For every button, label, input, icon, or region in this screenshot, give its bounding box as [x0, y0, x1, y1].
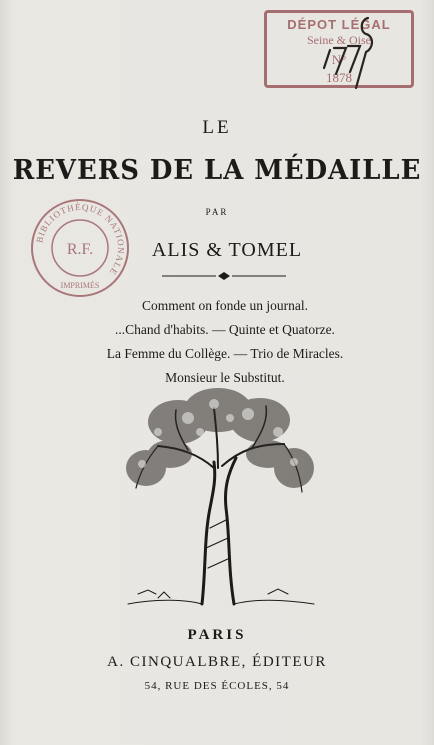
authors: ALIS & TOMEL — [151, 239, 303, 261]
publisher-address: 54, RUE DES ÉCOLES, 54 — [144, 680, 290, 692]
contents-item: La Femme du Collège. — Trio de Miracles. — [106, 346, 344, 361]
city: PARIS — [187, 627, 247, 643]
stamp-number-label: N° — [331, 52, 347, 67]
handwritten-number — [316, 8, 386, 98]
stamp-ring-text: BIBLIOTHÈQUE NATIONALE — [34, 201, 127, 278]
title-article: LE — [202, 117, 232, 138]
contents-list — [0, 294, 434, 390]
publisher: A. CINQUALBRE, ÉDITEUR — [107, 654, 327, 670]
stamp-line-1: DÉPOT LÉGAL — [287, 17, 391, 32]
contents-item: Comment on fonde un journal. — [141, 298, 309, 313]
ornament-divider — [160, 270, 288, 282]
book-title: REVERS DE LA MÉDAILLE — [12, 155, 422, 186]
stamp-bottom-text: IMPRIMÉS — [60, 281, 100, 290]
stamp-line-2: Seine & Oise — [307, 33, 371, 47]
stamp-line-4: 1878 — [326, 70, 352, 85]
contents-item: Monsieur le Substitut. — [165, 370, 285, 385]
contents-item: ...Chand d'habits. — Quinte et Quatorze. — [115, 322, 335, 337]
by-line: PAR — [205, 207, 229, 217]
tree-engraving — [118, 388, 318, 608]
stamp-center-text: R.F. — [66, 241, 94, 258]
